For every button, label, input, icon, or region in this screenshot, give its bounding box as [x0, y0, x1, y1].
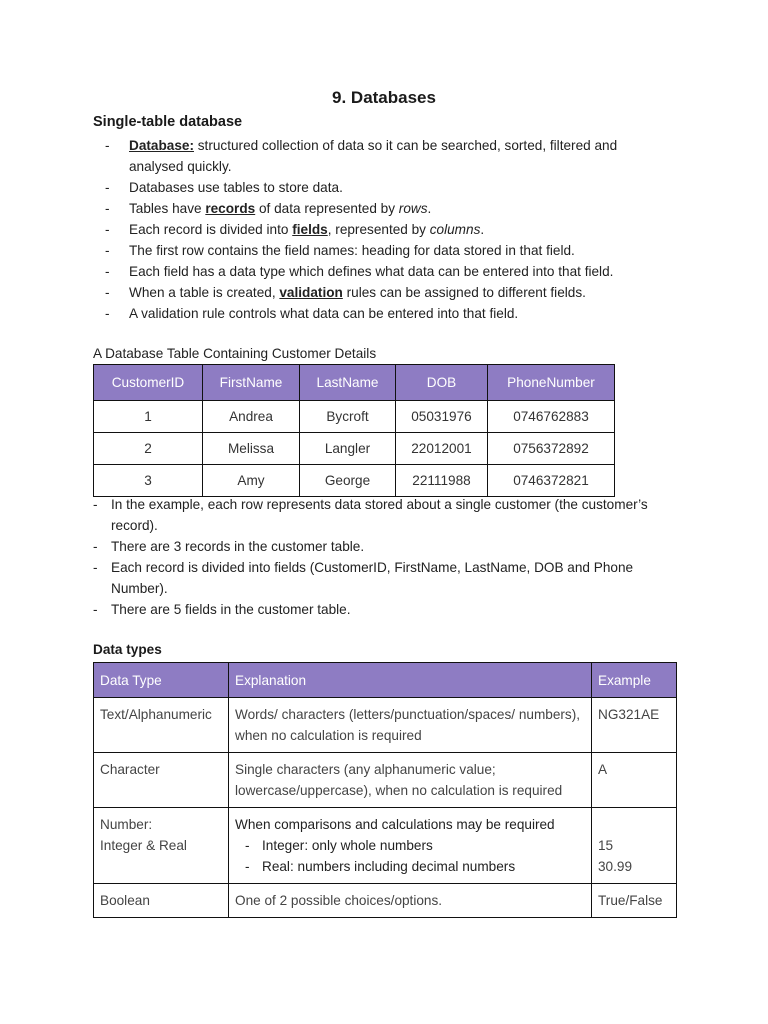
customer-table: [93, 364, 615, 497]
list-item: - Databases use tables to store data.: [105, 177, 665, 198]
column-header: Explanation: [229, 663, 592, 698]
table-cell: 0756372892: [488, 433, 615, 465]
column-header: Example: [592, 663, 677, 698]
table-row: [94, 401, 615, 433]
table-header-row: [94, 365, 615, 401]
table-cell: 2: [94, 433, 203, 465]
table-cell: When comparisons and calculations may be required - Integer: only whole numbers - Real: numbers including decimal numbers: [229, 808, 592, 884]
table-cell: A: [592, 753, 677, 808]
list-item: - Each record is divided into fields (CustomerID, FirstName, LastName, DOB and Phone Number).: [93, 557, 683, 599]
table-row: [94, 808, 677, 884]
table-cell: 22012001: [396, 433, 488, 465]
column-header: CustomerID: [94, 365, 203, 401]
table-row: [94, 884, 677, 918]
table-row: [94, 753, 677, 808]
list-item: - When a table is created, validation rules can be assigned to different fields.: [105, 282, 665, 303]
column-header: FirstName: [203, 365, 300, 401]
list-item: - Integer: only whole numbers: [235, 835, 585, 856]
table-cell: NG321AE: [592, 698, 677, 753]
column-header: PhoneNumber: [488, 365, 615, 401]
list-item: - There are 3 records in the customer table.: [93, 536, 683, 557]
table-cell: 05031976: [396, 401, 488, 433]
table-cell: Character: [94, 753, 229, 808]
table-cell: 22111988: [396, 465, 488, 497]
list-item: - There are 5 fields in the customer table.: [93, 599, 683, 620]
number-subtypes: [235, 835, 585, 877]
table-row: [94, 465, 615, 497]
table-cell: Single characters (any alphanumeric value; lowercase/uppercase), when no calculation is required: [229, 753, 592, 808]
table-cell: Melissa: [203, 433, 300, 465]
table-cell: Words/ characters (letters/punctuation/spaces/ numbers), when no calculation is required: [229, 698, 592, 753]
table-cell: George: [300, 465, 396, 497]
table-cell: Andrea: [203, 401, 300, 433]
table-cell: 1: [94, 401, 203, 433]
list-item: - Each record is divided into fields, represented by columns.: [105, 219, 665, 240]
table-cell: 15 30.99: [592, 808, 677, 884]
data-types-table: [93, 662, 677, 918]
table-cell: 3: [94, 465, 203, 497]
table-cell: 0746762883: [488, 401, 615, 433]
list-item: - Each field has a data type which defines what data can be entered into that field.: [105, 261, 665, 282]
list-item: - The first row contains the field names: heading for data stored in that field.: [105, 240, 665, 261]
table-row: [94, 698, 677, 753]
table-row: [94, 433, 615, 465]
table-header-row: [94, 663, 677, 698]
data-types-heading: Data types: [93, 642, 162, 657]
table-cell: Boolean: [94, 884, 229, 918]
list-item: - Real: numbers including decimal numbers: [235, 856, 585, 877]
table-cell: True/False: [592, 884, 677, 918]
table-cell: Text/Alphanumeric: [94, 698, 229, 753]
column-header: Data Type: [94, 663, 229, 698]
table-cell: Amy: [203, 465, 300, 497]
list-item: - Database: structured collection of data so it can be searched, sorted, filtered and analysed quickly.: [105, 135, 665, 177]
list-item: - A validation rule controls what data can be entered into that field.: [105, 303, 665, 324]
column-header: DOB: [396, 365, 488, 401]
single-table-heading: Single-table database: [93, 114, 243, 130]
table-cell: 0746372821: [488, 465, 615, 497]
column-header: LastName: [300, 365, 396, 401]
single-table-bullets: [105, 135, 665, 324]
customer-table-caption: A Database Table Containing Customer Details: [93, 346, 377, 361]
table-cell: One of 2 possible choices/options.: [229, 884, 592, 918]
list-item: - Tables have records of data represented by rows.: [105, 198, 665, 219]
list-item: - In the example, each row represents data stored about a single customer (the customer’s record).: [93, 494, 683, 536]
table-cell: Bycroft: [300, 401, 396, 433]
table-cell: Number: Integer & Real: [94, 808, 229, 884]
table-cell: Langler: [300, 433, 396, 465]
page-title: 9. Databases: [332, 88, 436, 107]
example-notes: [93, 494, 683, 620]
